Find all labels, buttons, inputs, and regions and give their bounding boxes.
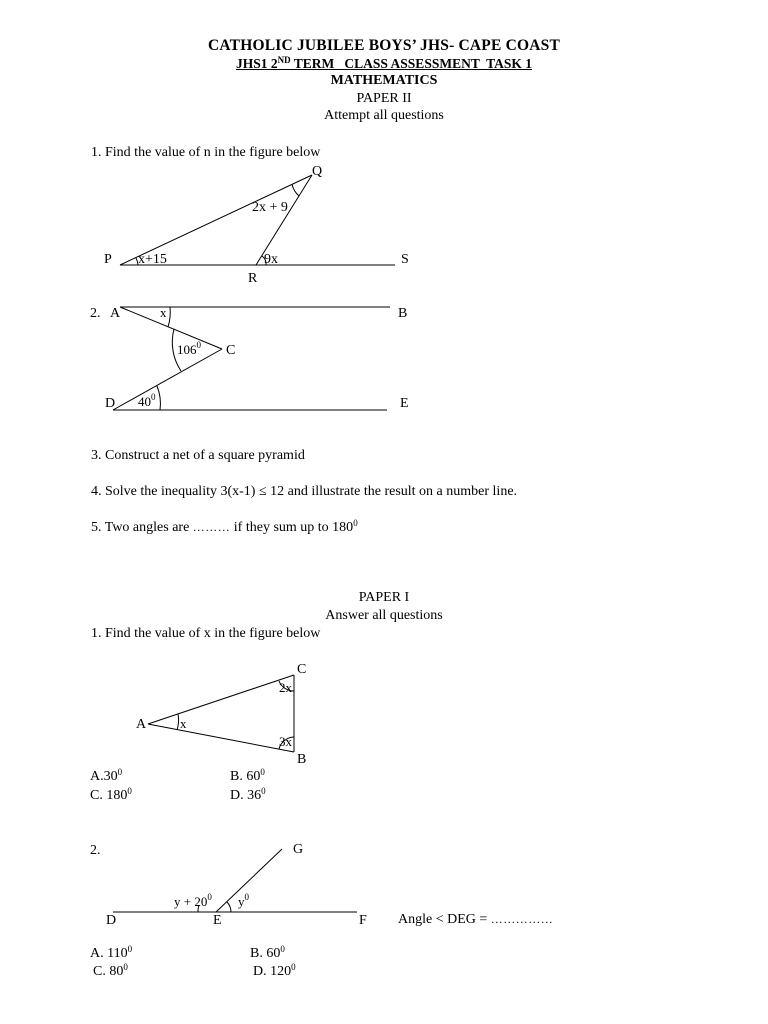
arc-angle-a: [177, 714, 179, 730]
p1-q1-option-c: C. $180^0$: [90, 786, 132, 803]
label-s: S: [401, 252, 409, 267]
label-e: E: [400, 396, 409, 411]
label-c: C: [297, 662, 307, 677]
p2-question-5: 5. Two angles are ……… if they sum up to $180^0$: [91, 518, 358, 535]
p1-q1-option-a: $A.30^0$: [90, 767, 123, 784]
label-d: D: [105, 396, 116, 411]
label-r: R: [248, 271, 258, 286]
label-angle-q: 2x + 9: [252, 200, 288, 215]
label-b: B: [297, 752, 307, 767]
term-line: JHS1 2ND TERM CLASS ASSESSMENT TASK 1: [236, 55, 532, 71]
paper1-title: PAPER I: [358, 590, 410, 605]
label-angle-left: $y + 20^0$: [174, 892, 212, 909]
line-ac: [120, 307, 222, 349]
q2-number: 2.: [90, 306, 101, 321]
label-e: E: [213, 913, 222, 928]
label-angle-d: $40^0$: [138, 392, 156, 409]
line-dc: [113, 349, 222, 410]
p1-q1-option-d: D. $36^0$: [230, 786, 266, 803]
paper-title: PAPER II: [356, 91, 412, 106]
label-angle-a: x: [180, 716, 187, 731]
line-ab: [148, 724, 294, 752]
paper1-instruction: Answer all questions: [325, 608, 443, 623]
label-a: A: [110, 306, 121, 321]
label-a: A: [136, 717, 147, 732]
label-angle-p: x+15: [138, 252, 167, 267]
arc-angle-q: [292, 184, 299, 196]
school-title: CATHOLIC JUBILEE BOYS’ JHS- CAPE COAST: [208, 37, 560, 54]
p2-q2-parallel-lines-figure: [0, 295, 768, 420]
p1-q2-option-a: A. $110^0$: [90, 944, 133, 961]
paper-instruction: Attempt all questions: [324, 108, 444, 123]
p1-q1-triangle-figure: [0, 655, 768, 770]
label-b: B: [398, 306, 408, 321]
label-angle-r: 9x: [264, 252, 278, 267]
label-angle-c: 2x: [279, 680, 292, 695]
label-angle-c: $106^0$: [177, 340, 201, 357]
label-angle-a: x: [160, 305, 167, 320]
arc-angle-a: [168, 307, 170, 327]
p1-q2-option-b: B. $60^0$: [250, 944, 285, 961]
p1-q2-option-d: D. $120^0$: [253, 962, 296, 979]
label-d: D: [106, 913, 117, 928]
p1-q2-angle-figure: [0, 835, 768, 935]
label-p: P: [104, 252, 112, 267]
p2-question-3: 3. Construct a net of a square pyramid: [91, 448, 305, 463]
label-f: F: [359, 913, 367, 928]
p1-q2-prompt: Angle < DEG = ……………: [398, 912, 554, 927]
label-angle-b: 3x: [279, 734, 292, 749]
p1-q1-option-b: B. $60^0$: [230, 767, 265, 784]
label-q: Q: [312, 164, 323, 179]
p2-question-4: 4. Solve the inequality 3(x-1) ≤ 12 and illustrate the result on a number line.: [91, 484, 518, 499]
line-ac: [148, 675, 294, 724]
arc-angle-gef: [227, 902, 231, 912]
p2-q1-triangle-figure: [0, 0, 768, 300]
label-g: G: [293, 842, 304, 857]
subject-title: MATHEMATICS: [330, 73, 438, 88]
label-c: C: [226, 343, 236, 358]
line-eg: [216, 849, 282, 912]
label-angle-right: $y^0$: [238, 892, 249, 909]
p2-question-1: 1. Find the value of n in the figure below: [91, 145, 321, 160]
arc-angle-d: [157, 386, 160, 410]
p1-question-1: 1. Find the value of x in the figure below: [91, 626, 321, 641]
p1-q2-option-c: C. $80^0$: [93, 962, 128, 979]
q2-number: 2.: [90, 843, 101, 858]
